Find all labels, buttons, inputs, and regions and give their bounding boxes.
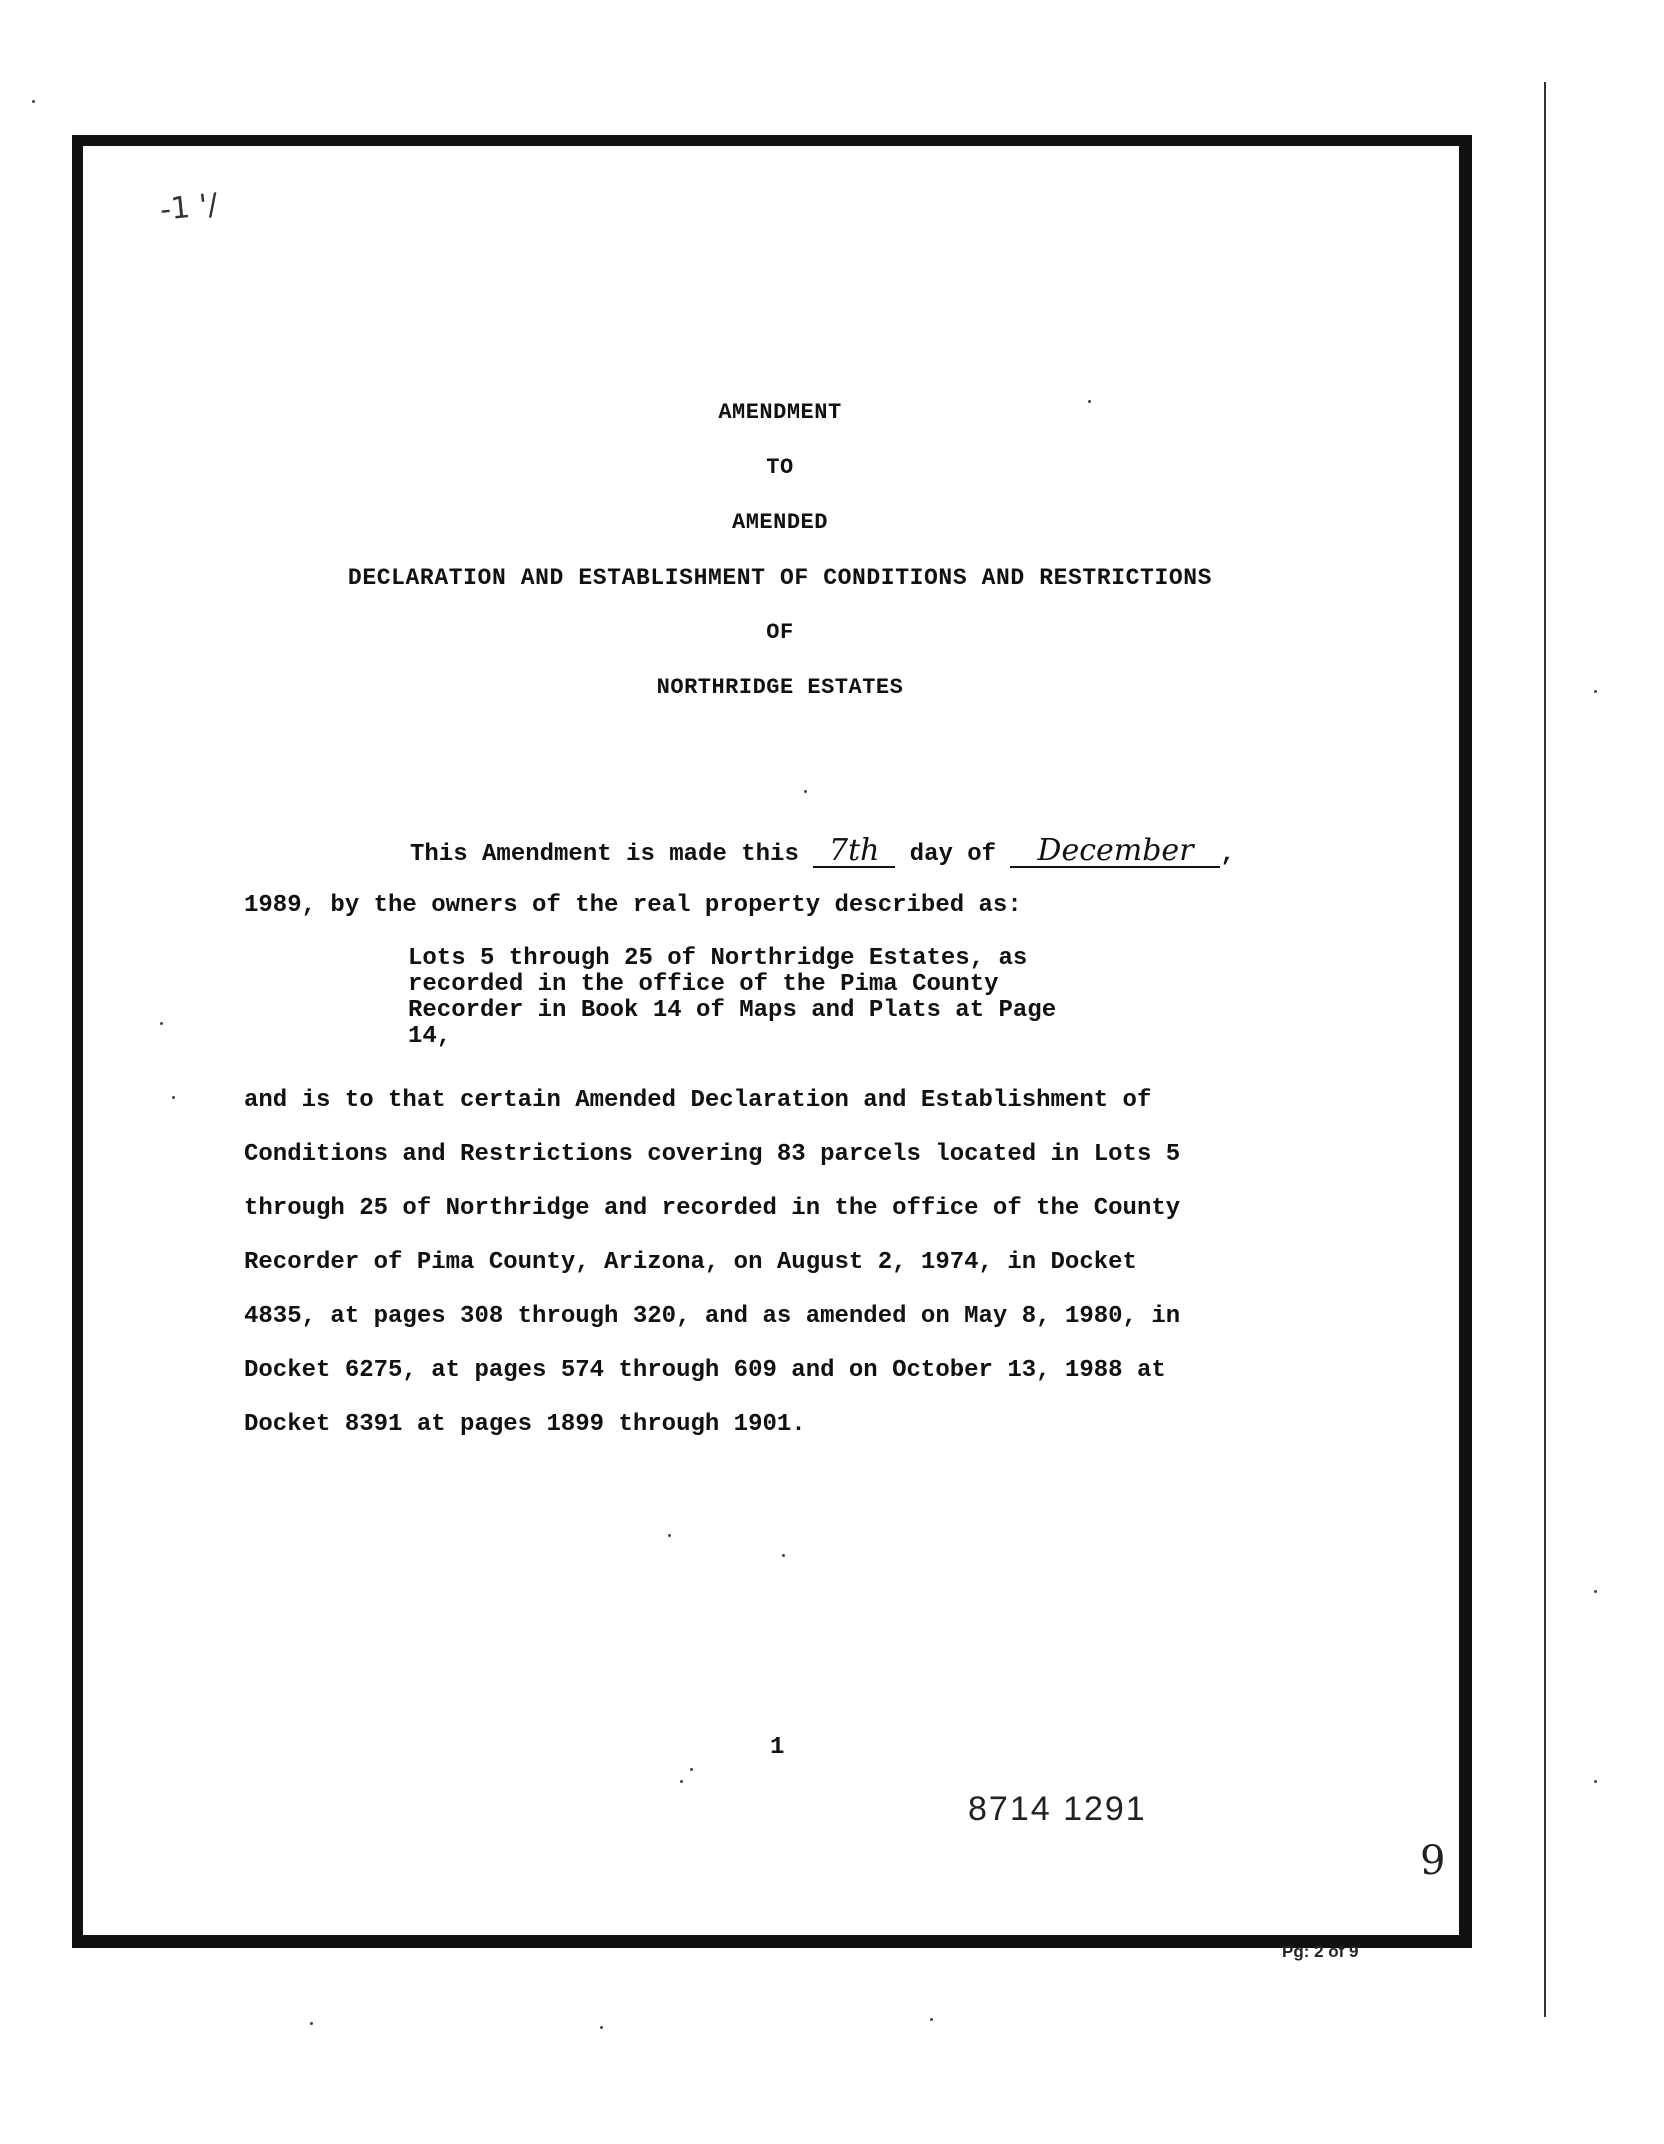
year-line: 1989, by the owners of the real property described as: [244, 892, 1022, 919]
scan-speck [32, 100, 35, 103]
corner-handwritten-mark: -1 '/ [158, 187, 220, 228]
page-number: 1 [770, 1734, 785, 1761]
scan-edge-rule [1544, 82, 1546, 2017]
document-title [0, 398, 1560, 728]
title-line-declaration: DECLARATION AND ESTABLISHMENT OF CONDITIONS AND RESTRICTIONS [347, 565, 1213, 591]
property-line: recorded in the office of the Pima County [408, 971, 999, 998]
scan-speck [782, 1554, 785, 1557]
intro-sentence [410, 833, 1235, 870]
title-line-to: TO [766, 455, 794, 480]
paragraph-line: and is to that certain Amended Declaration and Establishment of [244, 1087, 1152, 1114]
page-counter: Pg: 2 of 9 [1282, 1942, 1359, 1961]
scan-speck [680, 1780, 683, 1783]
scan-speck [668, 1534, 671, 1537]
title-line-amendment: AMENDMENT [718, 400, 842, 425]
scan-speck [600, 2026, 603, 2029]
intro-text-middle: day of [895, 841, 1011, 868]
scan-speck [172, 1096, 175, 1099]
docket-stamp: 8714 1291 [968, 1790, 1147, 1828]
title-line-northridge: NORTHRIDGE ESTATES [656, 675, 904, 700]
handwritten-page-mark: 9 [1420, 1838, 1446, 1884]
property-line: Recorder in Book 14 of Maps and Plats at Page [408, 997, 1057, 1024]
paragraph-line: Docket 6275, at pages 574 through 609 and on October 13, 1988 at [244, 1357, 1166, 1384]
title-line-amended: AMENDED [732, 510, 828, 535]
scan-speck [1594, 690, 1597, 693]
scan-speck [1088, 400, 1091, 403]
scan-speck [930, 2018, 933, 2021]
property-description [408, 946, 1056, 1050]
intro-text-end: , [1220, 841, 1235, 868]
paragraph-line: through 25 of Northridge and recorded in the office of the County [244, 1195, 1181, 1222]
intro-text-start: This Amendment is made this [410, 841, 814, 868]
paragraph-line: 4835, at pages 308 through 320, and as amended on May 8, 1980, in [244, 1303, 1181, 1330]
scan-speck [1594, 1780, 1597, 1783]
scan-speck [310, 2022, 313, 2025]
title-line-of: OF [766, 620, 794, 645]
scan-speck [160, 1022, 163, 1025]
handwritten-day: 7th [813, 836, 895, 868]
property-line: Lots 5 through 25 of Northridge Estates, as [408, 945, 1028, 972]
main-paragraph [244, 1074, 1180, 1452]
paragraph-line: Conditions and Restrictions covering 83 parcels located in Lots 5 [244, 1141, 1181, 1168]
scan-speck [1594, 1590, 1597, 1593]
paragraph-line: Docket 8391 at pages 1899 through 1901. [244, 1411, 806, 1438]
scan-speck [804, 790, 807, 793]
property-line: 14, [408, 1023, 452, 1050]
scan-speck [690, 1768, 693, 1771]
handwritten-month: December [1010, 836, 1220, 868]
paragraph-line: Recorder of Pima County, Arizona, on August 2, 1974, in Docket [244, 1249, 1137, 1276]
